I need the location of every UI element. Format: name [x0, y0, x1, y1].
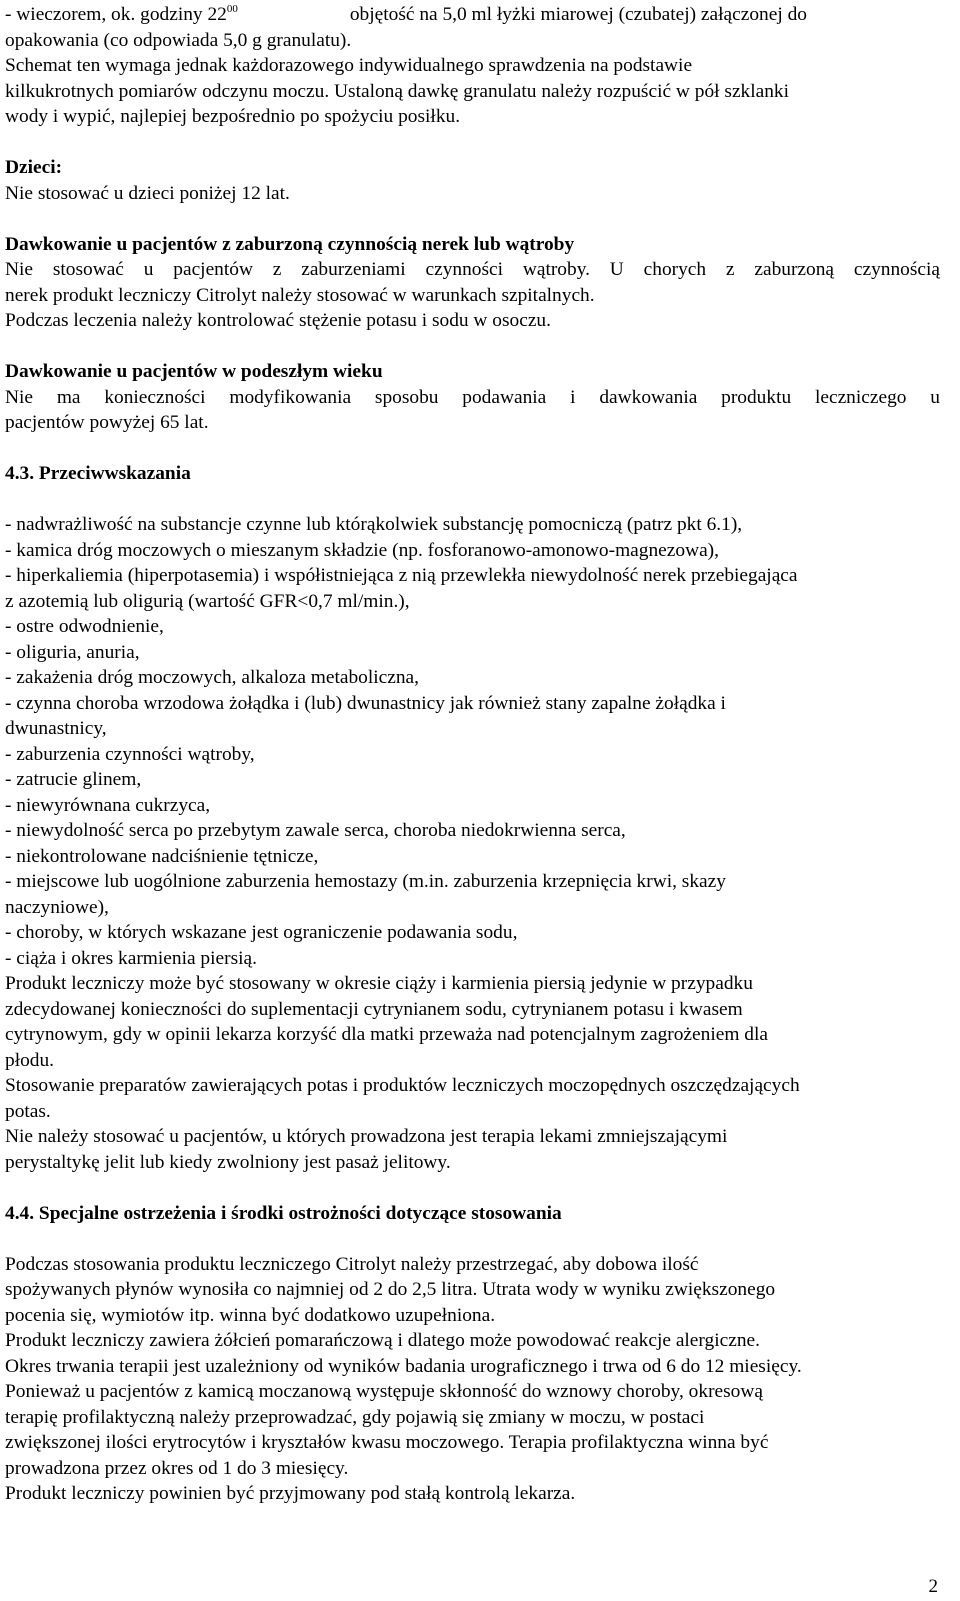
text-span: - wieczorem, ok. godziny 22 [5, 4, 227, 25]
text-line: z azotemią lub oligurią (wartość GFR<0,7 ml/min.), [5, 590, 410, 612]
text-line: Nie stosować u dzieci poniżej 12 lat. [5, 182, 290, 204]
elderly-section [5, 359, 940, 436]
text-line: Podczas stosowania produktu leczniczego Citrolyt należy przestrzegać, aby dobowa ilość [5, 1253, 699, 1275]
warnings-list [5, 1252, 940, 1507]
warnings-section [5, 1201, 940, 1507]
section-heading: Dawkowanie u pacjentów w podeszłym wieku [5, 361, 383, 382]
text-line: prowadzona przez okres od 1 do 3 miesięcy. [5, 1457, 349, 1479]
document-page [5, 2, 940, 1507]
text-line: Produkt leczniczy zawiera żółcień pomarańczową i dlatego może powodować reakcje alergiczne. [5, 1330, 760, 1351]
text-line: wody i wypić, najlepiej bezpośrednio po spożyciu posiłku. [5, 106, 461, 127]
text-line: - miejscowe lub uogólnione zaburzenia hemostazy (m.in. zaburzenia krzepnięcia krwi, skazy [5, 871, 726, 892]
text-line: kilkukrotnych pomiarów odczynu moczu. Ustaloną dawkę granulatu należy rozpuścić w pół szklanki [5, 80, 790, 102]
text-line: cytrynowym, gdy w opinii lekarza korzyść dla matki przeważa nad potencjalnym zagrożeniem dla [5, 1024, 768, 1045]
children-section [5, 155, 940, 206]
text-line: Nie stosować u pacjentów z zaburzeniami czynności wątroby. U chorych z zaburzoną czynnością [5, 259, 940, 280]
text-line: - choroby, w których wskazane jest ograniczenie podawania sodu, [5, 922, 518, 943]
text-line: - niewydolność serca po przebytym zawale serca, choroba niedokrwienna serca, [5, 820, 626, 841]
text-line: naczyniowe), [5, 896, 109, 918]
text-line: - zakażenia dróg moczowych, alkaloza metaboliczna, [5, 667, 419, 688]
text-line: - kamica dróg moczowych o mieszanym składzie (np. fosforanowo-amonowo-magnezowa), [5, 539, 719, 561]
text-line: - niekontrolowane nadciśnienie tętnicze, [5, 845, 319, 867]
text-line: Nie należy stosować u pacjentów, u których prowadzona jest terapia lekami zmniejszającymi [5, 1126, 728, 1147]
page-number: 2 [928, 1575, 938, 1597]
text-line: Ponieważ u pacjentów z kamicą moczanową występuje skłonność do wznowy choroby, okresową [5, 1381, 763, 1402]
text-line: Produkt leczniczy może być stosowany w okresie ciąży i karmienia piersią jedynie w przypadku [5, 973, 753, 994]
contraindications-section [5, 461, 940, 1175]
text-line: pocenia się, wymiotów itp. winna być dodatkowo uzupełniona. [5, 1304, 496, 1326]
text-span: objętość na 5,0 ml łyżki miarowej (czubatej) załączonej do [349, 4, 807, 25]
text-line: pacjentów powyżej 65 lat. [5, 412, 209, 433]
section-heading: Dzieci: [5, 157, 63, 178]
text-line: terapię profilaktyczną należy przeprowadzać, gdy pojawią się zmiany w moczu, w postaci [5, 1406, 705, 1428]
text-line: dwunastnicy, [5, 718, 107, 739]
contraindications-list [5, 512, 940, 1175]
text-line: Nie ma konieczności modyfikowania sposobu podawania i dawkowania produktu leczniczego u [5, 386, 940, 408]
section-heading: Dawkowanie u pacjentów z zaburzoną czynnością nerek lub wątroby [5, 233, 575, 255]
text-line: Produkt leczniczy powinien być przyjmowany pod stałą kontrolą lekarza. [5, 1483, 576, 1504]
text-line: perystaltykę jelit lub kiedy zwolniony jest pasaż jelitowy. [5, 1151, 451, 1173]
text-line: - niewyrównana cukrzyca, [5, 794, 211, 816]
text-line: - oliguria, anuria, [5, 641, 140, 663]
section-heading: 4.3. Przeciwwskazania [5, 463, 191, 484]
text-line: - zaburzenia czynności wątroby, [5, 743, 255, 765]
text-line: płodu. [5, 1049, 55, 1071]
text-line: - ciąża i okres karmienia piersią. [5, 947, 257, 969]
text-line: - hiperkaliemia (hiperpotasemia) i współistniejąca z nią przewlekła niewydolność nerek przebiegająca [5, 565, 798, 586]
text-line: - zatrucie glinem, [5, 769, 142, 790]
text-line: spożywanych płynów wynosiła co najmniej od 2 do 2,5 litra. Utrata wody w wyniku zwiększonego [5, 1279, 776, 1300]
kidney-liver-section [5, 232, 940, 334]
text-line [5, 2, 940, 28]
text-line: - nadwrażliwość na substancje czynne lub którąkolwiek substancję pomocniczą (patrz pkt 6.1), [5, 514, 743, 535]
text-line: nerek produkt leczniczy Citrolyt należy stosować w warunkach szpitalnych. [5, 284, 595, 306]
text-line: Okres trwania terapii jest uzależniony od wyników badania urograficznego i trwa od 6 do 12 miesięcy. [5, 1355, 802, 1377]
text-line: - ostre odwodnienie, [5, 616, 164, 637]
section-heading: 4.4. Specjalne ostrzeżenia i środki ostrożności dotyczące stosowania [5, 1202, 562, 1224]
text-line: potas. [5, 1100, 51, 1122]
text-line: zwiększonej ilości erytrocytów i kryształów kwasu moczowego. Terapia profilaktyczna winna być [5, 1432, 769, 1453]
text-line: Stosowanie preparatów zawierających potas i produktów leczniczych moczopędnych oszczędzających [5, 1075, 800, 1096]
text-line: - czynna choroba wrzodowa żołądka i (lub) dwunastnicy jak również stany zapalne żołądka i [5, 692, 726, 714]
text-line: zdecydowanej konieczności do suplementacji cytrynianem sodu, cytrynianem potasu i kwasem [5, 998, 743, 1020]
text-line: opakowania (co odpowiada 5,0 g granulatu). [5, 29, 352, 51]
text-line: Podczas leczenia należy kontrolować stężenie potasu i sodu w osoczu. [5, 310, 551, 331]
text-line: Schemat ten wymaga jednak każdorazowego indywidualnego sprawdzenia na podstawie [5, 55, 693, 76]
intro-section [5, 2, 940, 130]
superscript-time: 00 [226, 3, 238, 15]
